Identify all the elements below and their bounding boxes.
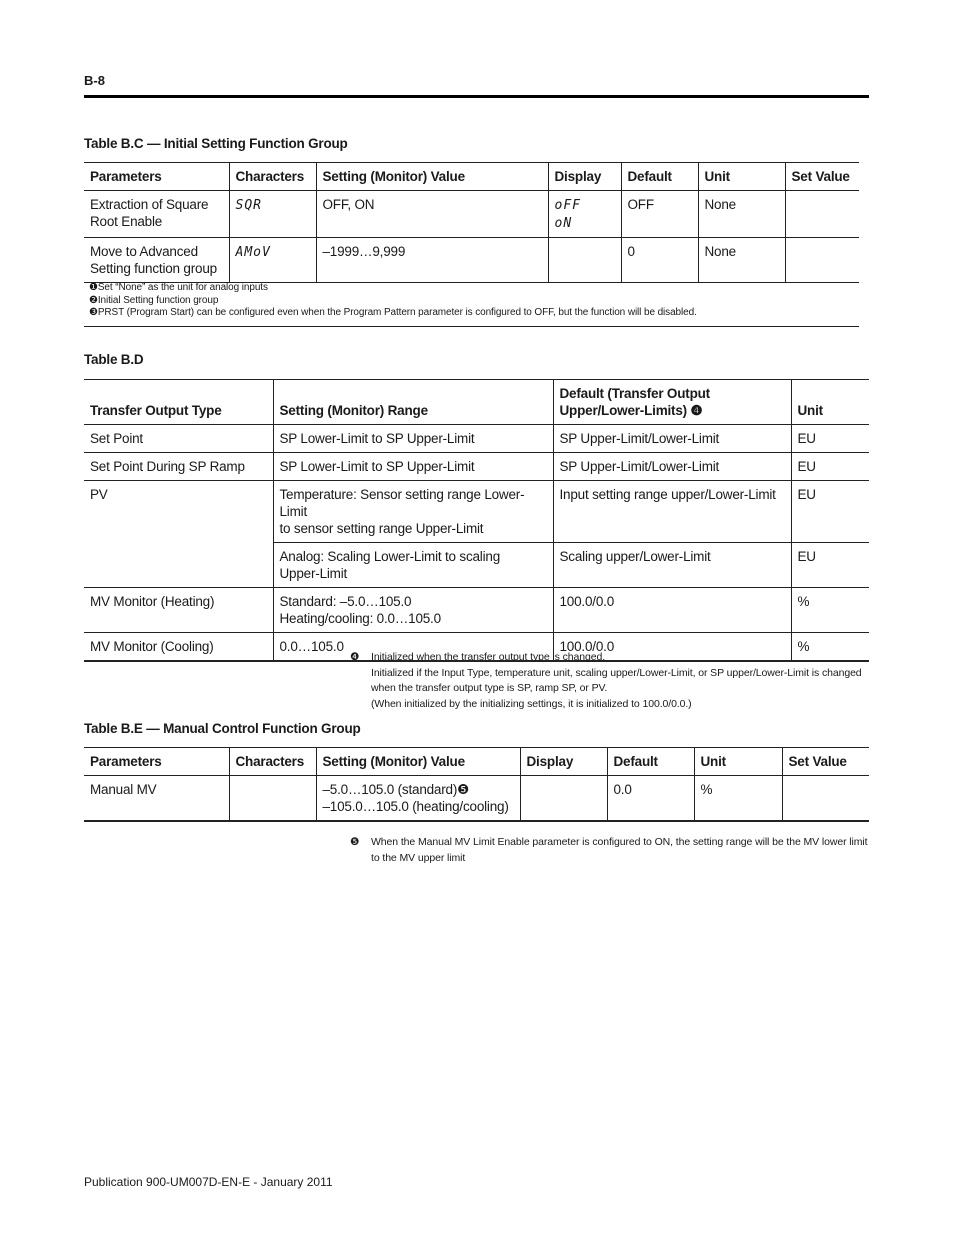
table-bc-header: Parameters [84,163,229,191]
characters-cell [229,238,316,283]
default-cell: Input setting range upper/Lower-Limit [553,481,791,543]
characters-cell [229,776,316,822]
segment-display: oN [554,216,573,231]
unit-cell: % [797,594,810,609]
range-line: Temperature: Sensor setting range Lower-Limit [279,487,525,519]
table-bc-header: Unit [698,163,785,191]
segment-display: oFF [554,198,581,213]
unit-cell: EU [797,431,816,446]
type-cell: Set Point [84,425,273,453]
table-be [84,747,869,822]
table-be-header-row [84,748,869,776]
footnote: ❸PRST (Program Start) can be configured even when the Program Pattern parameter is configured to OFF, but the function will be disabled. [89,307,697,318]
table-bc-footnotes [89,282,697,320]
set-value-cell [785,238,859,283]
parameter-cell [84,191,229,238]
range-cell: 0.0…105.0 [273,633,553,662]
table-bc-header-row [84,163,859,191]
table-bd [84,379,869,662]
table-be-header: Set Value [788,754,847,769]
unit-cell: % [797,639,810,654]
footnote: ❷Initial Setting function group [89,294,219,306]
range-cell [273,543,553,588]
unit-cell: EU [797,549,816,564]
default-cell: OFF [621,191,698,238]
table-bc-header: Default [621,163,698,191]
note-line: Initialized if the Input Type, temperature unit, scaling upper/Lower-Limit, or SP upper/Lower-Limit is changed [371,666,862,679]
unit-cell: None [698,238,785,283]
page-number: B-8 [84,73,105,88]
table-be-header: Setting (Monitor) Value [316,748,520,776]
segment-characters: AMoV [235,245,271,260]
default-cell: 100.0/0.0 [553,633,791,662]
table-be-header: Unit [694,748,782,776]
range-line: Upper-Limit [279,566,348,581]
parameter-cell: Manual MV [84,776,229,822]
note-line: Initialized when the transfer output type is changed. [371,651,606,663]
table-bd-header-row [84,380,869,425]
header-line: Default (Transfer Output [559,386,710,401]
range-line: Heating/cooling: 0.0…105.0 [279,611,441,626]
note-text [371,650,871,712]
set-value-cell [782,776,869,822]
table-bc-header: Display [548,163,621,191]
characters-cell [229,191,316,238]
range-cell [273,588,553,633]
default-cell: SP Upper-Limit/Lower-Limit [553,453,791,481]
parameter-line: Extraction of Square [90,197,209,212]
table-bd-header: Setting (Monitor) Range [273,380,553,425]
table-row [84,481,869,543]
table-row [84,776,869,822]
table-row [84,191,859,238]
header-line: Upper/Lower-Limits) ❹ [559,403,703,418]
default-cell: 100.0/0.0 [553,588,791,633]
range-line: Standard: –5.0…105.0 [279,594,412,609]
table-bc-header: Set Value [791,169,850,184]
display-cell [548,191,621,238]
table-bc [84,162,859,283]
default-cell: 0.0 [607,776,694,822]
range-line: to sensor setting range Upper-Limit [279,521,484,536]
value-cell [316,776,520,822]
value-cell: –1999…9,999 [316,238,548,283]
unit-cell: EU [797,487,816,502]
display-cell [520,776,607,822]
table-bd-header [553,380,791,425]
parameter-line: Setting function group [90,261,217,276]
value-line: –5.0…105.0 (standard)❺ [322,782,470,797]
table-row [84,425,869,453]
type-cell: MV Monitor (Cooling) [84,633,273,662]
range-cell: SP Lower-Limit to SP Upper-Limit [273,425,553,453]
default-cell: Scaling upper/Lower-Limit [553,543,791,588]
table-bd-header: Unit [797,403,823,418]
table-bc-header: Characters [229,163,316,191]
note-line: (When initialized by the initializing settings, it is initialized to 100.0/0.0.) [371,697,692,710]
footnote: ❶Set “None” as the unit for analog inputs [89,282,268,293]
parameter-cell [84,238,229,283]
range-line: Analog: Scaling Lower-Limit to scaling [279,549,501,564]
note-line: When the Manual MV Limit Enable parameter is configured to ON, the setting range will be the MV lower limit [371,836,868,848]
table-be-header: Default [607,748,694,776]
parameter-line: Move to Advanced [90,244,198,259]
table-row [84,238,859,283]
type-cell: MV Monitor (Heating) [84,588,273,633]
note-line: when the transfer output type is SP, ramp SP, or PV. [371,682,608,694]
table-bc-caption: Table B.C — Initial Setting Function Group [84,136,348,151]
value-cell: OFF, ON [316,191,548,238]
unit-cell: EU [797,459,816,474]
unit-cell: % [694,776,782,822]
table-bc-header: Setting (Monitor) Value [316,163,548,191]
value-line: –105.0…105.0 (heating/cooling) [322,799,509,814]
default-cell: SP Upper-Limit/Lower-Limit [553,425,791,453]
note-marker: ❺ [350,836,360,848]
unit-cell: None [698,191,785,238]
range-cell: SP Lower-Limit to SP Upper-Limit [273,453,553,481]
note-text [371,835,871,866]
footnote-rule [84,326,859,327]
header-rule [84,95,869,98]
table-be-caption: Table B.E — Manual Control Function Group [84,721,361,736]
default-cell: 0 [621,238,698,283]
table-be-header: Characters [229,748,316,776]
table-bd-header: Transfer Output Type [84,380,273,425]
type-cell: PV [84,481,273,588]
display-cell [548,238,621,283]
range-cell [273,481,553,543]
note-marker: ❹ [350,651,360,663]
table-row [84,588,869,633]
table-be-header: Parameters [84,748,229,776]
parameter-line: Root Enable [90,214,163,229]
table-row [84,453,869,481]
set-value-cell [785,191,859,238]
page-footer: Publication 900-UM007D-EN-E - January 2011 [84,1175,333,1189]
table-bd-caption: Table B.D [84,352,144,367]
note-line: to the MV upper limit [371,851,466,864]
segment-characters: SQR [235,198,262,213]
table-be-header: Display [520,748,607,776]
type-cell: Set Point During SP Ramp [84,453,273,481]
